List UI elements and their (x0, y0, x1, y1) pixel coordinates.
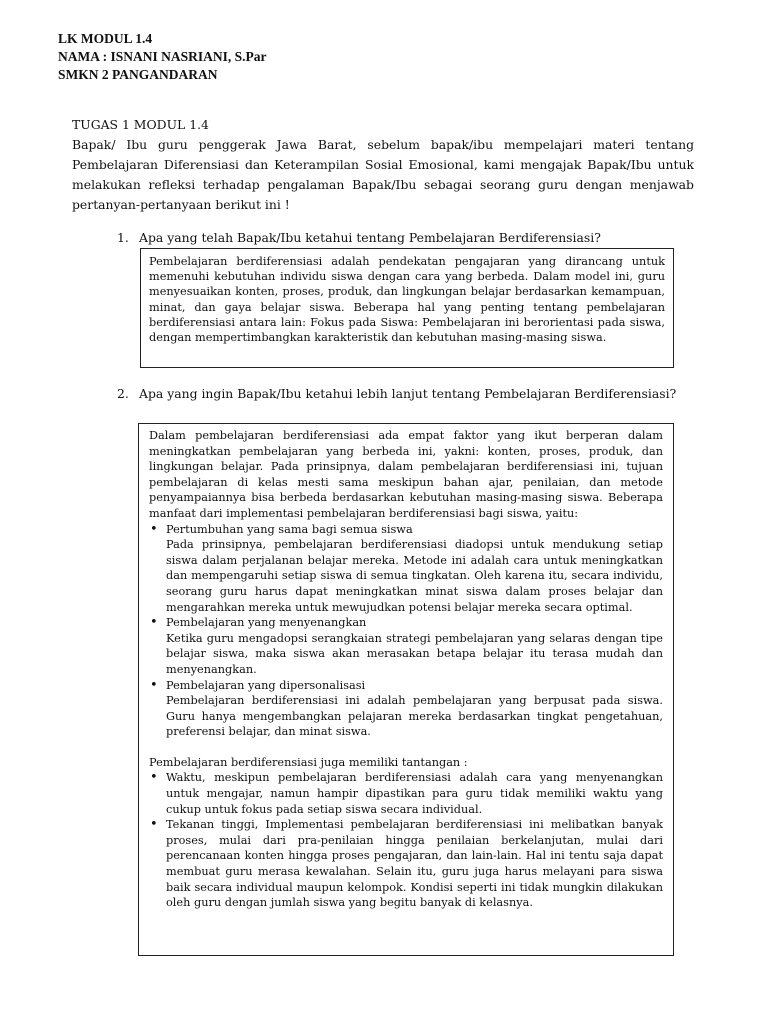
question-text: Apa yang telah Bapak/Ibu ketahui tentang Pembelajaran Berdiferensiasi? (139, 230, 601, 245)
document-header (58, 30, 267, 84)
benefit-body: Pembelajaran berdiferensiasi ini adalah pembelajaran yang berpusat pada siswa. Guru hanya mengembangkan pelajaran mereka berdasarkan tingkat pengetahuan, preferensi belajar, dan minat siswa. (166, 694, 663, 739)
challenges-list (149, 770, 663, 910)
benefit-body: Pada prinsipnya, pembelajaran berdiferensiasi diadopsi untuk mendukung setiap siswa dalam perjalanan belajar mereka. Metode ini adalah cara untuk meningkatkan dan mempengaruhi setiap siswa di semua tingkatan. Oleh karena itu, secara individu, seorang guru harus dapat meningkatkan minat siswa dalam proses belajar dan mengarahkan mereka untuk mewujudkan potensi belajar mereka secara optimal. (166, 538, 663, 614)
list-item (149, 522, 663, 616)
question-2 (117, 385, 717, 403)
spacer (149, 740, 663, 755)
school-name: SMKN 2 PANGANDARAN (58, 67, 218, 82)
benefits-list (149, 522, 663, 740)
question-number: 2. (117, 386, 129, 401)
list-item: • Tekanan tinggi, Implementasi pembelajaran berdiferensiasi ini melibatkan banyak proses, mulai dari pra-penilaian hingga penilaian berkelanjutan, mulai dari perencanaan konten hingga proses pengajaran, dan lain-lain. Hal ini tentu saja dapat membuat guru merasa kewalahan. Selain itu, guru juga harus melayani para siswa baik secara individual maupun kelompok. Kondisi seperti ini tidak mungkin dilakukan oleh guru dengan jumlah siswa yang begitu banyak di kelasnya. (149, 817, 663, 911)
answer-text: Pembelajaran berdiferensiasi adalah pendekatan pengajaran yang dirancang untuk memenuhi kebutuhan individu siswa dengan cara yang berbeda. Dalam model ini, guru menyesuaikan konten, proses, produk, dan lingkungan belajar berdasarkan kemampuan, minat, dan gaya belajar siswa. Beberapa hal yang penting tentang pembelajaran berdiferensiasi antara lain: Fokus pada Siswa: Pembelajaran ini berorientasi pada siswa, dengan mempertimbangkan karakteristik dan kebutuhan masing-masing siswa. (149, 255, 665, 345)
module-label: LK MODUL 1.4 (58, 31, 153, 46)
answer-intro: Dalam pembelajaran berdiferensiasi ada empat faktor yang ikut berperan dalam meningkatkan pembelajaran yang berbeda ini, yakni: konten, proses, produk, dan lingkungan belajar. Pada prinsipnya, dalam pembelajaran berdiferensiasi ini, tujuan pembelajaran di kelas mesti sama meskipun bahan ajar, penilaian, dan metode penyampaiannya bisa berbeda berdasarkan kebutuhan masing-masing siswa. Beberapa manfaat dari implementasi pembelajaran berdiferensiasi bagi siswa, yaitu: (149, 429, 663, 520)
list-item: • Waktu, meskipun pembelajaran berdiferensiasi adalah cara yang menyenangkan untuk mengajar, namun hampir dipastikan para guru tidak memiliki waktu yang cukup untuk fokus pada setiap siswa secara individual. (149, 770, 663, 817)
answer-box-1 (140, 248, 674, 368)
benefit-title: • Pembelajaran yang menyenangkan (166, 616, 367, 630)
benefit-title: • Pembelajaran yang dipersonalisasi (166, 678, 366, 692)
list-item (149, 678, 663, 740)
question-text: Apa yang ingin Bapak/Ibu ketahui lebih lanjut tentang Pembelajaran Berdiferensiasi? (139, 386, 677, 401)
question-number: 1. (117, 230, 129, 245)
task-section (72, 115, 694, 215)
task-title: TUGAS 1 MODUL 1.4 (72, 117, 209, 132)
answer-box-2 (138, 423, 674, 956)
benefit-body: Ketika guru mengadopsi serangkaian strategi pembelajaran yang selaras dengan tipe belajar siswa, maka siswa akan merasakan betapa belajar itu terasa mudah dan menyenangkan. (166, 631, 663, 676)
challenges-intro: Pembelajaran berdiferensiasi juga memiliki tantangan : (149, 755, 468, 769)
question-1 (117, 229, 717, 247)
author-name: NAMA : ISNANI NASRIANI, S.Par (58, 49, 267, 64)
task-intro: Bapak/ Ibu guru penggerak Jawa Barat, sebelum bapak/ibu mempelajari materi tentang Pembelajaran Diferensiasi dan Keterampilan Sosial Emosional, kami mengajak Bapak/Ibu untuk melakukan refleksi terhadap pengalaman Bapak/Ibu sebagai seorang guru dengan menjawab pertanyan-pertanyaan berikut ini ! (72, 137, 694, 212)
benefit-title: • Pertumbuhan yang sama bagi semua siswa (166, 522, 413, 536)
list-item (149, 615, 663, 677)
